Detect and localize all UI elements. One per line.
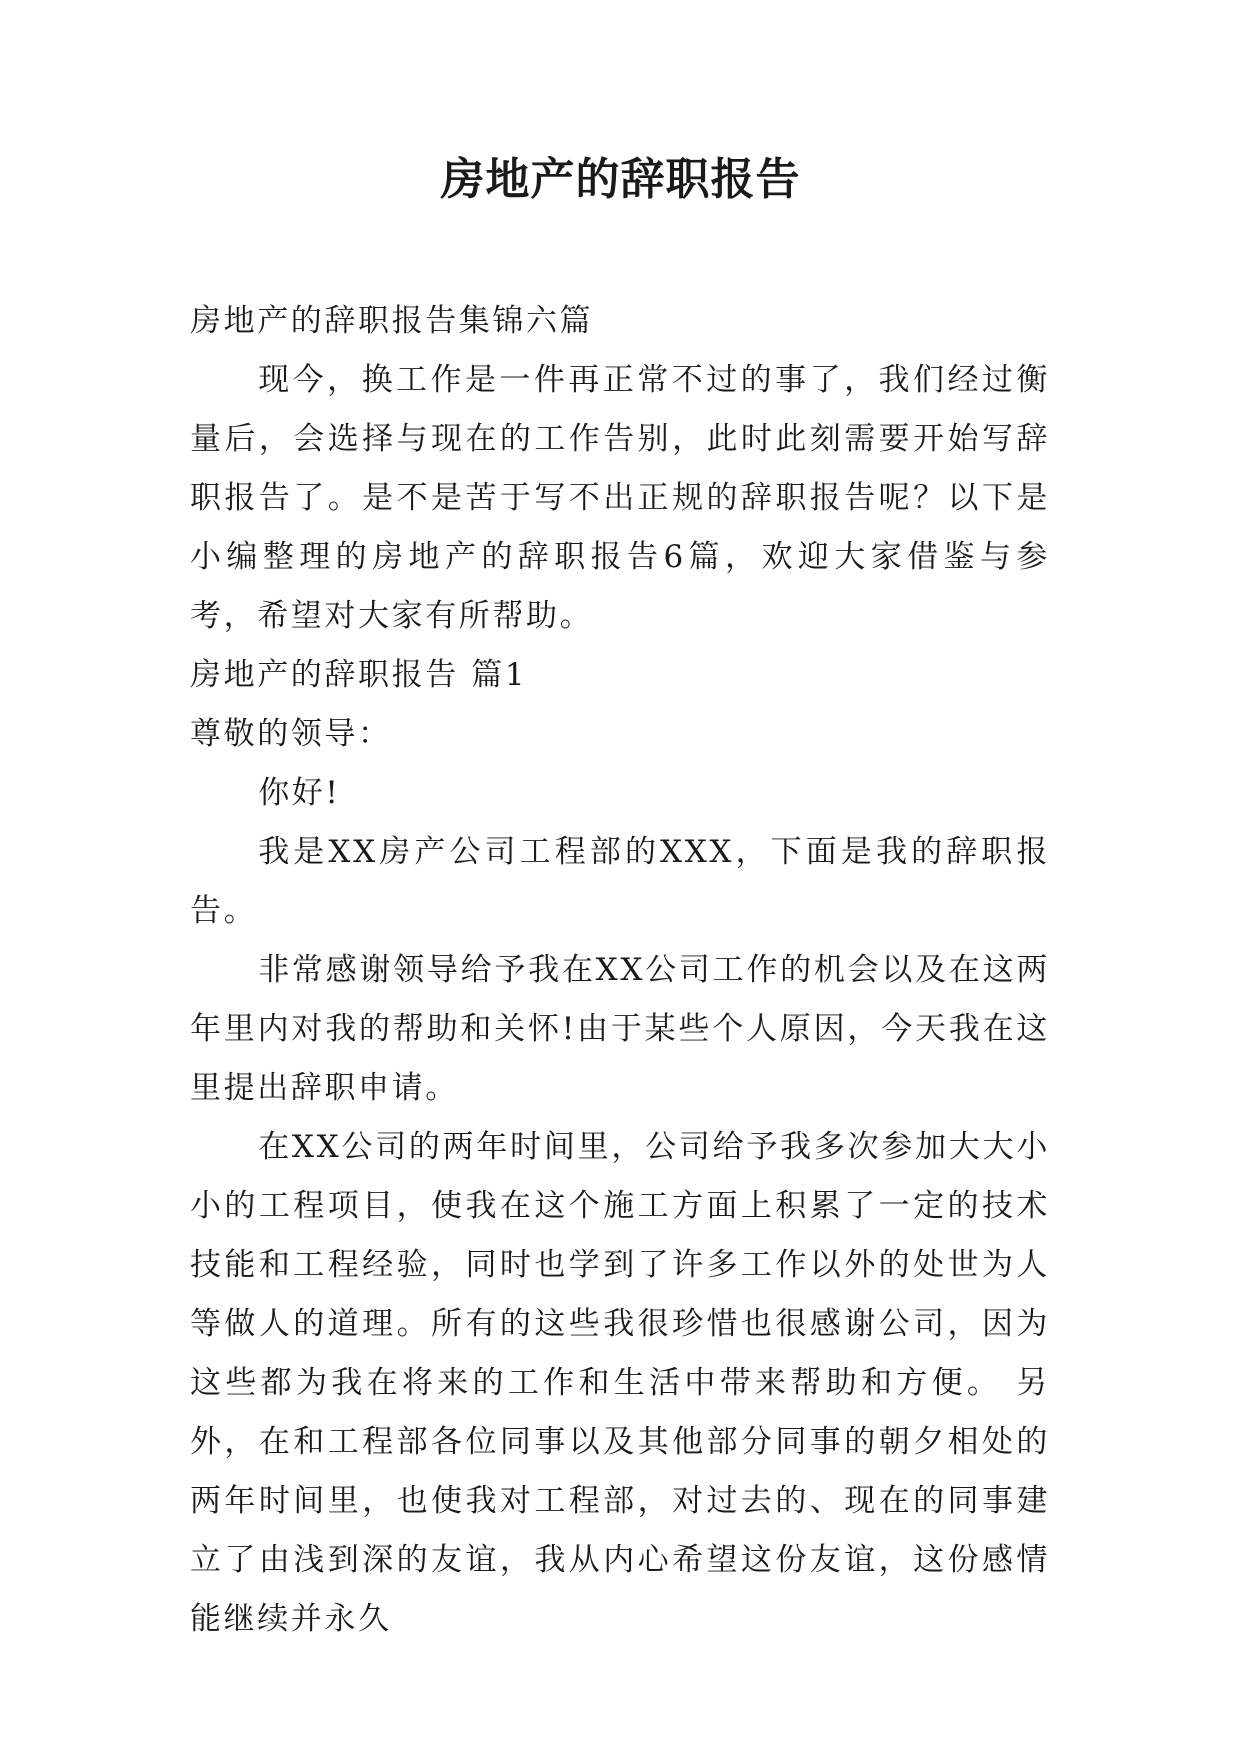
intro-paragraph: 现今，换工作是一件再正常不过的事了，我们经过衡量后，会选择与现在的工作告别，此时此刻需要开始写辞职报告了。是不是苦于写不出正规的辞职报告呢？以下是小编整理的房地产的辞职报告6篇，欢迎大家借鉴与参考，希望对大家有所帮助。: [190, 362, 1050, 634]
body-paragraph: 我是XX房产公司工程部的XXX，下面是我的辞职报告。: [190, 834, 1050, 929]
section-heading: 房地产的辞职报告 篇1: [190, 657, 528, 693]
document-subtitle: 房地产的辞职报告集锦六篇: [190, 303, 594, 339]
greeting: 你好!: [258, 775, 341, 811]
salutation: 尊敬的领导：: [190, 716, 392, 752]
document-title: 房地产的辞职报告: [440, 154, 801, 205]
document-body: [190, 292, 1050, 1649]
body-paragraph: 非常感谢领导给予我在XX公司工作的机会以及在这两年里内对我的帮助和关怀!由于某些个人原因，今天我在这里提出辞职申请。: [190, 952, 1050, 1106]
body-paragraph: 在XX公司的两年时间里，公司给予我多次参加大大小小的工程项目，使我在这个施工方面上积累了一定的技术技能和工程经验，同时也学到了许多工作以外的处世为人等做人的道理。所有的这些我很珍惜也很感谢公司，因为这些都为我在将来的工作和生活中带来帮助和方便。 另外，在和工程部各位同事以及其他部分同事的朝夕相处的两年时间里，也使我对工程部，对过去的、现在的同事建立了由浅到深的友谊，我从内心希望这份友谊，这份感情能继续并永久: [190, 1129, 1050, 1637]
